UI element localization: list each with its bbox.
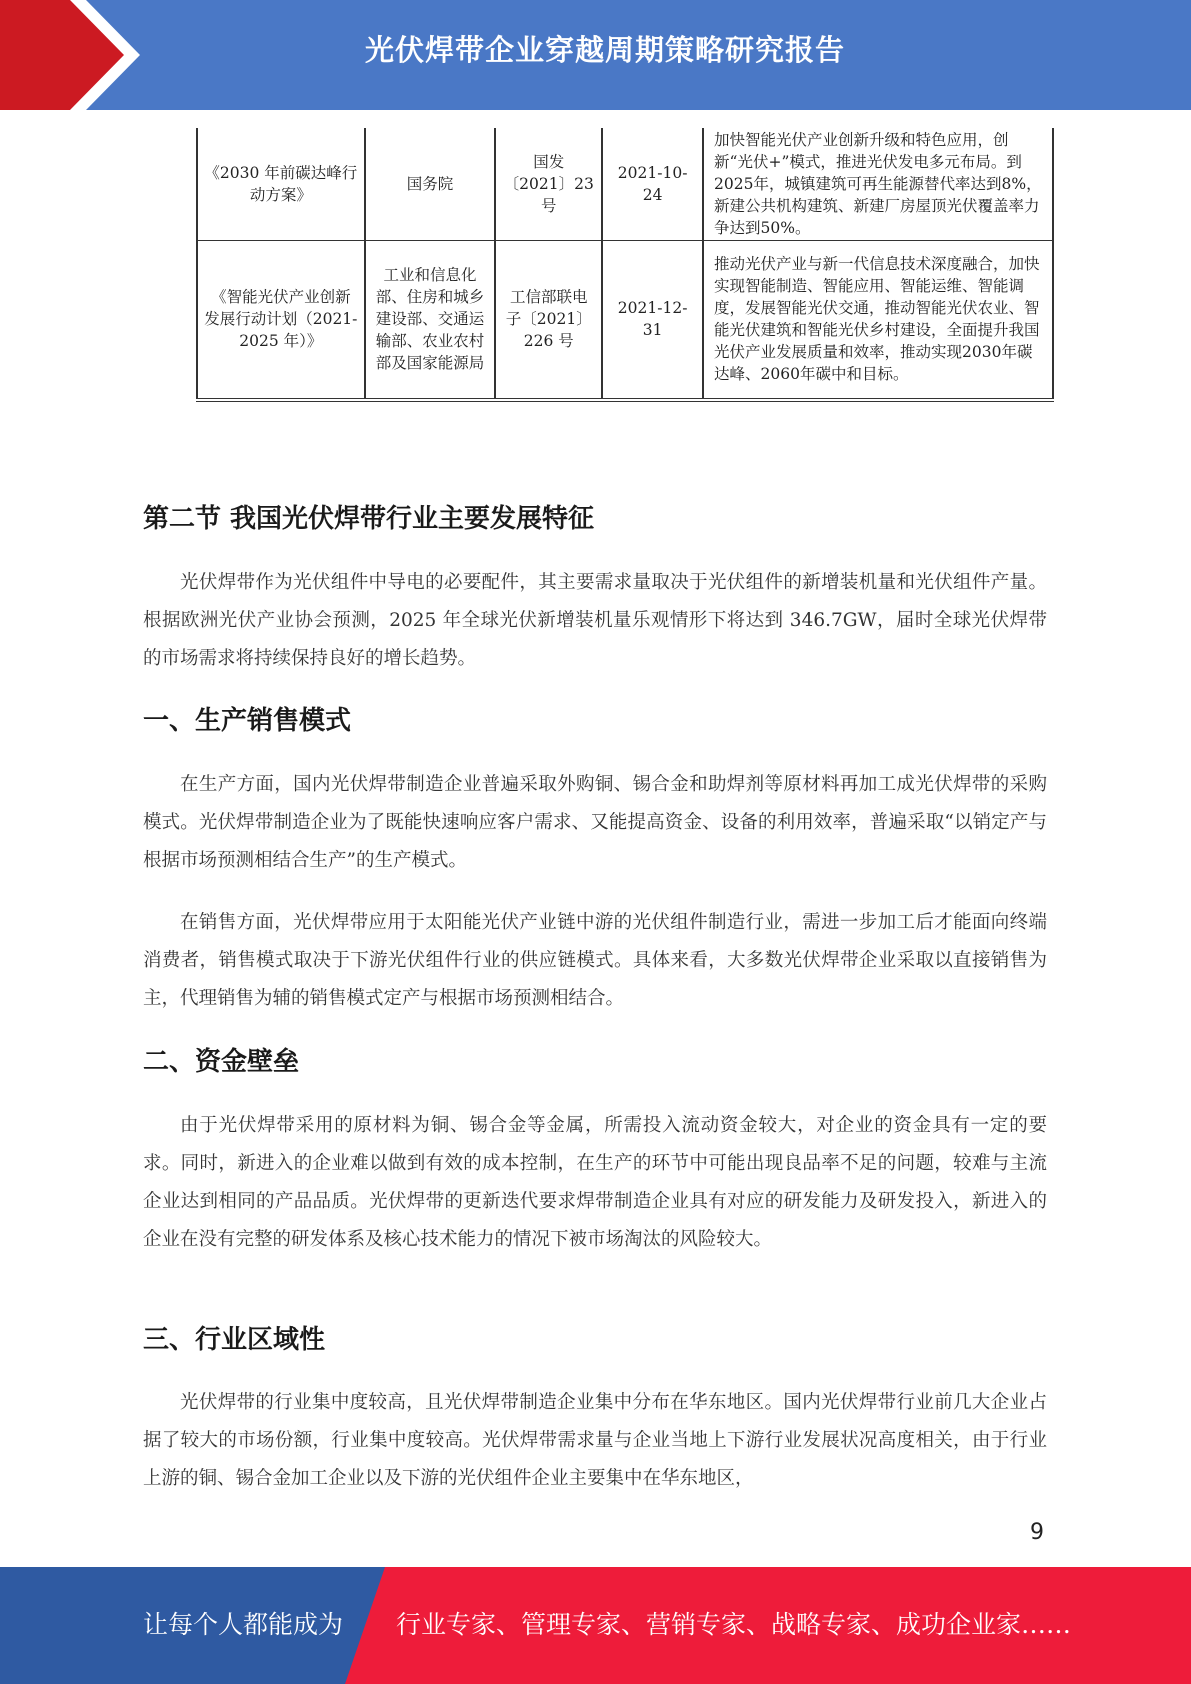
policy-name-cell: 《智能光伏产业创新发展行动计划（2021-2025 年）》 [197, 240, 365, 400]
intro-paragraph: 光伏焊带作为光伏组件中导电的必要配件，其主要需求量取决于光伏组件的新增装机量和光伏组件产量。根据欧洲光伏产业协会预测，2025 年全球光伏新增装机量乐观情形下将达到 346.7GW，届时全球光伏焊带的市场需求将持续保持良好的增长趋势。 [143, 572, 1047, 669]
report-title: 光伏焊带企业穿越周期策略研究报告 [364, 33, 845, 67]
policy-content-cell: 推动光伏产业与新一代信息技术深度融合，加快实现智能制造、智能应用、智能运维、智能调度，发展智能光伏交通，推动智能光伏农业、智能光伏建筑和智能光伏乡村建设，全面提升我国光伏产业发展质量和效率，推动实现2030年碳达峰、2060年碳中和目标。 [703, 240, 1053, 400]
subsection-heading-production-sales: 一、生产销售模式 [143, 706, 352, 736]
policy-issuer-cell: 工业和信息化部、住房和城乡建设部、交通运输部、农业农村部及国家能源局 [365, 240, 496, 400]
policy-table [196, 128, 1054, 402]
table-row [197, 128, 1053, 240]
paragraph-sales: 在销售方面，光伏焊带应用于太阳能光伏产业链中游的光伏组件制造行业，需进一步加工后才能面向终端消费者，销售模式取决于下游光伏组件行业的供应链模式。具体来看，大多数光伏焊带企业采取以直接销售为主，代理销售为辅的销售模式定产与根据市场预测相结合。 [143, 912, 1047, 1009]
paragraph-regional: 光伏焊带的行业集中度较高，且光伏焊带制造企业集中分布在华东地区。国内光伏焊带行业前几大企业占据了较大的市场份额，行业集中度较高。光伏焊带需求量与企业当地上下游行业发展状况高度相关，由于行业上游的铜、锡合金加工企业以及下游的光伏组件企业主要集中在华东地区， [143, 1392, 1047, 1489]
page-footer-band [0, 1567, 1191, 1684]
policy-name-cell: 《2030 年前碳达峰行动方案》 [197, 128, 365, 240]
policy-doc-number-cell: 工信部联电子〔2021〕226 号 [495, 240, 602, 400]
header-chevron-decoration [0, 0, 160, 110]
policy-doc-number-cell: 国发〔2021〕23 号 [495, 128, 602, 240]
policy-date-cell: 2021-10-24 [602, 128, 703, 240]
subsection-heading-regional: 三、行业区域性 [143, 1325, 326, 1355]
subsection-heading-capital-barrier: 二、资金壁垒 [143, 1047, 300, 1077]
policy-content-cell: 加快智能光伏产业创新升级和特色应用，创新“光伏+”模式，推进光伏发电多元布局。到2025年，城镇建筑可再生能源替代率达到8%，新建公共机构建筑、新建厂房屋顶光伏覆盖率力争达到50%。 [703, 128, 1053, 240]
section-title: 第二节 我国光伏焊带行业主要发展特征 [143, 504, 595, 534]
policy-date-cell: 2021-12-31 [602, 240, 703, 400]
table-row [197, 240, 1053, 400]
page-number: 9 [1030, 1520, 1044, 1545]
policy-issuer-cell: 国务院 [365, 128, 496, 240]
footer-slogan-roles: 行业专家、管理专家、营销专家、战略专家、成功企业家…… [396, 1610, 1072, 1639]
paragraph-capital-barrier: 由于光伏焊带采用的原材料为铜、锡合金等金属，所需投入流动资金较大，对企业的资金具有一定的要求。同时，新进入的企业难以做到有效的成本控制，在生产的环节中可能出现良品率不足的问题，较难与主流企业达到相同的产品品质。光伏焊带的更新迭代要求焊带制造企业具有对应的研发能力及研发投入，新进入的企业在没有完整的研发体系及核心技术能力的情况下被市场淘汰的风险较大。 [143, 1115, 1047, 1250]
footer-slogan-lead: 让每个人都能成为 [143, 1610, 344, 1639]
paragraph-production: 在生产方面，国内光伏焊带制造企业普遍采取外购铜、锡合金和助焊剂等原材料再加工成光伏焊带的采购模式。光伏焊带制造企业为了既能快速响应客户需求、又能提高资金、设备的利用效率，普遍采取“以销定产与根据市场预测相结合生产”的生产模式。 [143, 774, 1047, 871]
page-header-band [0, 0, 1191, 110]
